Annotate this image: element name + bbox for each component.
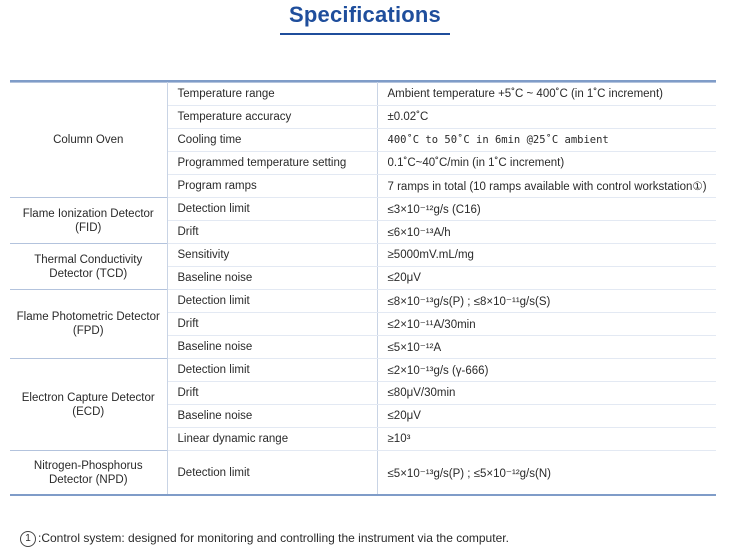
value-cell: ≤2×10⁻¹³g/s (γ-666)	[377, 359, 716, 382]
title-underline	[280, 33, 450, 35]
category-cell: Nitrogen-Phosphorus Detector (NPD)	[10, 451, 167, 495]
category-cell: Column Oven	[10, 83, 167, 198]
parameter-cell: Sensitivity	[167, 244, 377, 267]
value-cell: ≤3×10⁻¹²g/s (C16)	[377, 198, 716, 221]
table-row	[10, 244, 716, 267]
parameter-cell: Detection limit	[167, 359, 377, 382]
parameter-cell: Detection limit	[167, 198, 377, 221]
value-cell: ≥5000mV.mL/mg	[377, 244, 716, 267]
table-bottom-rule	[10, 494, 716, 496]
value-cell: ≤80μV/30min	[377, 382, 716, 405]
table-row	[10, 359, 716, 382]
parameter-cell: Drift	[167, 313, 377, 336]
parameter-cell: Linear dynamic range	[167, 428, 377, 451]
table-row	[10, 290, 716, 313]
table-row	[10, 198, 716, 221]
value-cell: 7 ramps in total (10 ramps available with control workstation①)	[377, 175, 716, 198]
value-cell: ≥10³	[377, 428, 716, 451]
value-cell: Ambient temperature +5˚C ~ 400˚C (in 1˚C increment)	[377, 83, 716, 106]
value-cell: ≤5×10⁻¹³g/s(P) ; ≤5×10⁻¹²g/s(N)	[377, 451, 716, 495]
value-cell: ≤20μV	[377, 405, 716, 428]
footnote-text: :Control system: designed for monitoring and controlling the instrument via the computer.	[38, 531, 509, 546]
category-cell: Flame Photometric Detector (FPD)	[10, 290, 167, 359]
value-cell: ±0.02˚C	[377, 106, 716, 129]
parameter-cell: Programmed temperature setting	[167, 152, 377, 175]
parameter-cell: Baseline noise	[167, 405, 377, 428]
specifications-table	[10, 82, 716, 495]
table-row	[10, 83, 716, 106]
page-title: Specifications	[289, 2, 441, 27]
parameter-cell: Temperature range	[167, 83, 377, 106]
parameter-cell: Detection limit	[167, 290, 377, 313]
value-cell: ≤6×10⁻¹³A/h	[377, 221, 716, 244]
parameter-cell: Drift	[167, 221, 377, 244]
category-cell: Thermal Conductivity Detector (TCD)	[10, 244, 167, 290]
parameter-cell: Baseline noise	[167, 336, 377, 359]
parameter-cell: Cooling time	[167, 129, 377, 152]
parameter-cell: Temperature accuracy	[167, 106, 377, 129]
value-cell: ≤5×10⁻¹²A	[377, 336, 716, 359]
category-cell: Flame Ionization Detector (FID)	[10, 198, 167, 244]
footnote-marker: 1	[20, 531, 36, 547]
value-cell: 0.1˚C~40˚C/min (in 1˚C increment)	[377, 152, 716, 175]
category-cell: Electron Capture Detector (ECD)	[10, 359, 167, 451]
value-cell: 400˚C to 50˚C in 6min @25˚C ambient	[377, 129, 716, 152]
value-cell: ≤20μV	[377, 267, 716, 290]
value-cell: ≤2×10⁻¹¹A/30min	[377, 313, 716, 336]
parameter-cell: Baseline noise	[167, 267, 377, 290]
parameter-cell: Drift	[167, 382, 377, 405]
parameter-cell: Detection limit	[167, 451, 377, 495]
parameter-cell: Program ramps	[167, 175, 377, 198]
value-cell: ≤8×10⁻¹³g/s(P) ; ≤8×10⁻¹¹g/s(S)	[377, 290, 716, 313]
table-row	[10, 451, 716, 495]
footnote	[20, 531, 509, 547]
